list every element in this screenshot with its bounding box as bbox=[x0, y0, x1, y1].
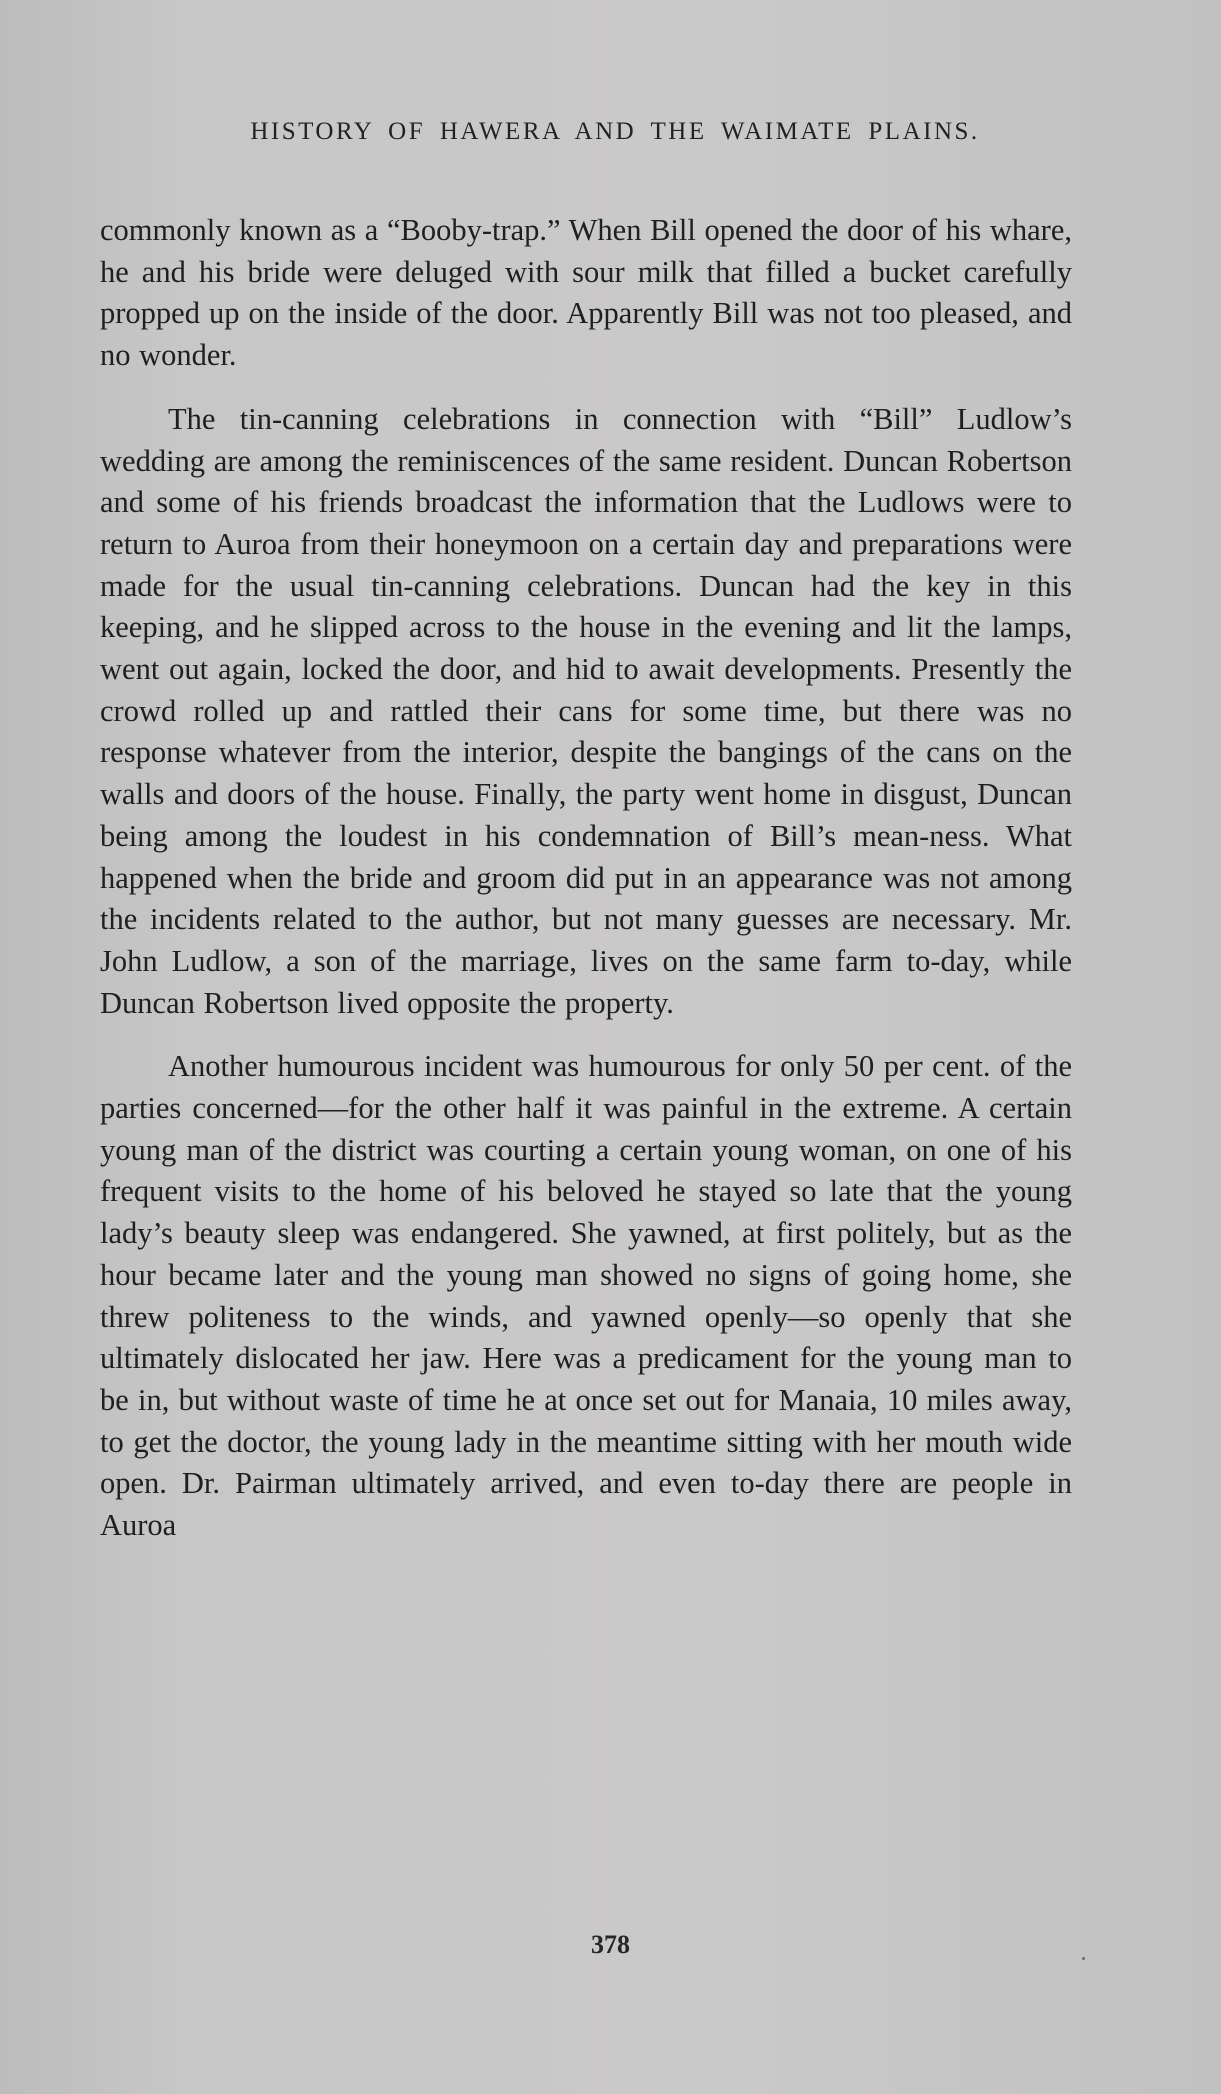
paper-speck bbox=[1082, 1957, 1085, 1960]
page-number: 378 bbox=[591, 1930, 630, 1959]
running-head: HISTORY OF HAWERA AND THE WAIMATE PLAINS. bbox=[250, 118, 980, 145]
paragraph-tin-canning: The tin-canning celebrations in connection with “Bill” Ludlow’s wedding are among the reminiscences of the same resident. Duncan Robertson and some of his friends broadcast the information that the Ludlows were to return to Auroa from their honeymoon on a certain day and preparations were made for the usual tin-canning celebrations. Duncan had the key in this keeping, and he slipped across to the house in the evening and lit the lamps, went out again, locked the door, and hid to await developments. Presently the crowd rolled up and rattled their cans for some time, but there was no response whatever from the interior, despite the bangings of the cans on the walls and doors of the house. Finally, the party went home in disgust, Duncan being among the loudest in his condemnation of Bill’s mean-ness. What happened when the bride and groom did put in an appearance was not among the incidents related to the author, but not many guesses are necessary. Mr. John Ludlow, a son of the marriage, lives on the same farm to-day, while Duncan Robertson lived opposite the property. bbox=[100, 401, 1072, 1020]
paragraph-humourous-incident: Another humourous incident was humourous for only 50 per cent. of the parties concerned—for the other half it was painful in the extreme. A certain young man of the district was courting a certain young woman, on one of his frequent visits to the home of his beloved he stayed so late that the young lady’s beauty sleep was endangered. She yawned, at first politely, but as the hour became later and the young man showed no signs of going home, she threw politeness to the winds, and yawned openly—so openly that she ultimately dislocated her jaw. Here was a predicament for the young man to be in, but without waste of time he at once set out for Manaia, 10 miles away, to get the doctor, the young lady in the meantime sitting with her mouth wide open. Dr. Pairman ultimately arrived, and even to-day there are people in Auroa bbox=[100, 1049, 1072, 1543]
paragraph-continuation: commonly known as a “Booby-trap.” When Bill opened the door of his whare, he and his bride were deluged with sour milk that filled a bucket carefully propped up on the inside of the door. Apparently Bill was not too pleased, and no wonder. bbox=[100, 213, 1072, 373]
body-text bbox=[100, 210, 1072, 1547]
